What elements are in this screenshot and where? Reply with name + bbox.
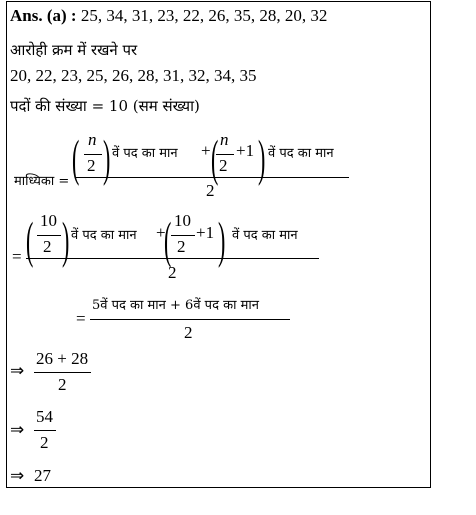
step3-numerator: 26 + 28 (36, 349, 89, 368)
ascending-caption: आरोही क्रम में रखने पर (10, 41, 138, 59)
count-line: पदों की संख्या = 10 (सम संख्या) (10, 97, 200, 115)
step4-numerator: 54 (36, 407, 53, 426)
left-paren: ( (72, 129, 80, 187)
plus-one: +1 (196, 223, 215, 242)
fraction-numerator: 10 (174, 211, 191, 230)
n-symbol: n (88, 130, 97, 149)
fraction-denominator: 2 (219, 156, 228, 175)
fraction-denominator: 2 (177, 237, 186, 256)
implies-arrow: ⇒ (10, 420, 25, 440)
final-result: 27 (34, 466, 51, 485)
fraction-bar (171, 235, 195, 236)
answer-line (10, 6, 327, 26)
step3-denominator: 2 (58, 375, 67, 394)
term-suffix: वें पद का मान (268, 146, 334, 161)
median-label: माध्यिका = (14, 174, 70, 189)
main-denominator: 2 (206, 181, 215, 200)
fraction-bar (90, 319, 290, 320)
main-denominator: 2 (168, 263, 177, 282)
implies-arrow: ⇒ (10, 361, 25, 381)
step2-denominator: 2 (184, 323, 193, 342)
right-paren: ) (258, 129, 266, 187)
right-paren: ) (62, 211, 70, 269)
fraction-bar (216, 154, 234, 155)
left-paren: ( (164, 211, 172, 269)
n-symbol: n (220, 130, 229, 149)
plus-sign: + (156, 223, 166, 242)
fraction-denominator: 2 (43, 237, 52, 256)
step4-denominator: 2 (40, 433, 49, 452)
equals-sign: = (76, 309, 86, 328)
implies-arrow: ⇒ (10, 466, 25, 486)
main-fraction-bar (26, 258, 319, 259)
fraction-denominator: 2 (87, 156, 96, 175)
term-suffix: वें पद का मान (232, 228, 298, 243)
plus-sign: + (201, 141, 211, 160)
step2-numerator: 5वें पद का मान + 6वें पद का मान (92, 298, 259, 313)
plus-one: +1 (236, 141, 255, 160)
term-suffix: वें पद का मान (112, 146, 178, 161)
equals-sign: = (12, 247, 22, 266)
sorted-values: 20, 22, 23, 25, 26, 28, 31, 32, 34, 35 (10, 66, 257, 85)
left-paren: ( (211, 129, 219, 187)
main-fraction-bar (76, 177, 349, 178)
term-suffix: वें पद का मान (71, 228, 137, 243)
answer-label: Ans. (a) : (10, 6, 77, 25)
fraction-bar (84, 154, 102, 155)
left-paren: ( (26, 211, 34, 269)
data-values: 25, 34, 31, 23, 22, 26, 35, 28, 20, 32 (80, 6, 328, 25)
fraction-bar (37, 235, 61, 236)
fraction-bar (34, 372, 91, 373)
right-paren: ) (103, 129, 111, 187)
fraction-numerator: 10 (40, 211, 57, 230)
right-paren: ) (218, 211, 226, 269)
fraction-bar (34, 430, 56, 431)
